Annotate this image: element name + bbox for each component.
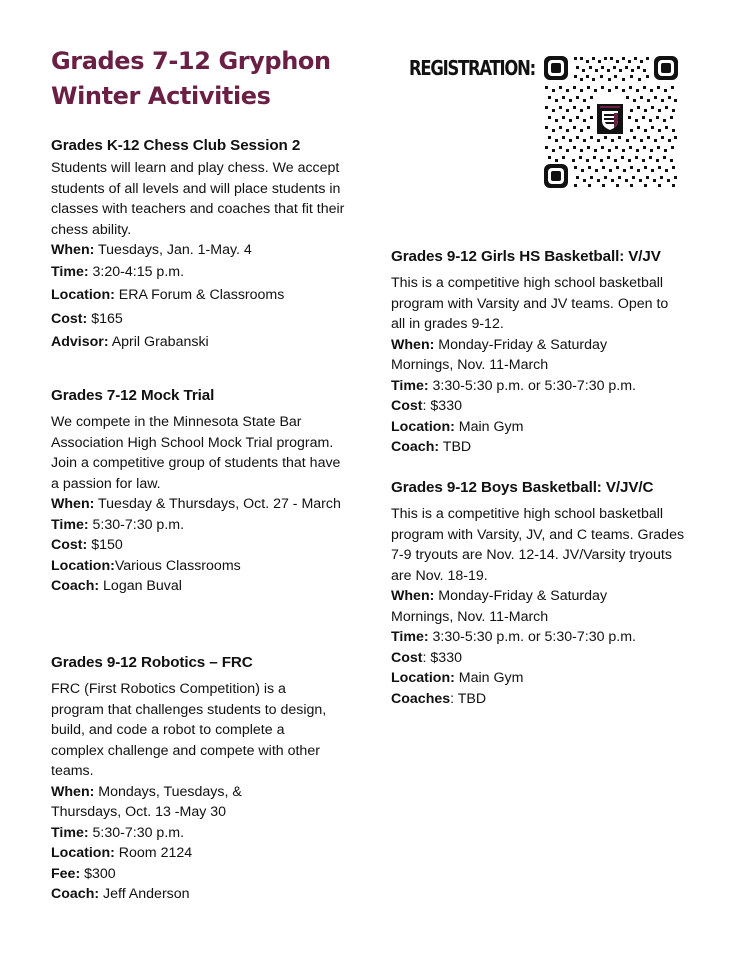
field-value: Main Gym [454,670,524,686]
field-time [51,515,351,536]
field-label: Location: [51,287,115,303]
field-value: 3:30-5:30 p.m. or 5:30-7:30 p.m. [428,377,637,394]
qr-finder-bottom-left [544,164,568,188]
field-location [51,556,351,577]
field-label: Location: [391,418,455,435]
field-value: April Grabanski [108,334,209,350]
field-label: Coaches [391,690,451,707]
field-when [391,335,641,376]
field-cost [391,396,701,417]
activity-heading: Grades 7-12 Mock Trial [51,387,215,404]
qr-finder-top-left [544,56,568,80]
field-label: Time: [391,377,429,394]
field-coach [51,576,351,597]
field-label: Time: [51,516,89,533]
field-fee [51,864,351,885]
field-when [51,782,291,823]
field-label: Time: [51,824,89,841]
field-label: When: [51,496,95,512]
field-coaches [391,689,701,710]
field-label: Cost: [51,310,88,327]
field-value: 5:30-7:30 p.m. [88,516,185,533]
activity-heading: Grades 9-12 Robotics – FRC [51,654,253,671]
field-label: Fee: [51,865,81,882]
field-label: Cost: [51,537,88,553]
field-cost [51,308,351,332]
title-line-1: Grades 7-12 Gryphon [51,47,331,75]
field-time [51,261,351,285]
field-coach [51,884,351,905]
field-label: Coach: [51,578,100,594]
field-location [391,668,701,689]
activity-robotics-frc [51,653,351,905]
activity-chess-club [51,136,351,355]
field-value: Jeff Anderson [99,886,190,902]
field-value: 5:30-7:30 p.m. [88,824,185,841]
qr-code-icon[interactable] [542,54,680,190]
activity-description: This is a competitive high school basketball program with Varsity and JV teams. Open to all in grades 9-12. [391,275,669,332]
field-label: Cost [391,649,423,666]
field-location [51,284,351,308]
title-line-2: Winter Activities [51,82,271,110]
activity-description: Students will learn and play chess. We accept students of all levels and will place students in classes with teachers and coaches that fit their chess ability. [51,160,345,238]
field-value: : $330 [422,649,462,666]
page-title [51,44,371,114]
field-value: Room 2124 [114,845,193,861]
activity-boys-basketball [391,478,701,709]
field-when [51,494,351,515]
field-label: When: [51,242,95,258]
activity-description: We compete in the Minnesota State Bar Association High School Mock Trial program. Join a competitive group of students that have a passion for law. [51,414,341,492]
field-value: 3:30-5:30 p.m. or 5:30-7:30 p.m. [428,629,637,645]
registration-label: REGISTRATION: [409,56,535,80]
field-value: : TBD [450,690,487,707]
field-value: Monday-Friday & Saturday Mornings, Nov. 11-March [391,588,608,625]
field-value: Various Classrooms [114,557,241,574]
field-value: Mondays, Tuesdays, & Thursdays, Oct. 13 -May 30 [51,783,242,820]
field-value: : $330 [422,398,462,414]
field-time [51,823,351,844]
field-when [391,586,641,627]
activity-description: This is a competitive high school basketball program with Varsity, JV, and C teams. Grades 7-9 tryouts are Nov. 12-14. JV/Varsity tryouts are Nov. 18-19. [391,506,685,584]
activity-heading: Grades 9-12 Girls HS Basketball: V/JV [391,248,661,265]
activity-description: FRC (First Robotics Competition) is a program that challenges students to design, build, and code a robot to complete a complex challenge and compete with other teams. [51,681,327,779]
field-label: Coach: [51,886,100,902]
field-location [391,417,701,438]
field-value: Tuesdays, Jan. 1-May. 4 [94,242,252,258]
field-time [391,376,701,397]
field-value: ERA Forum & Classrooms [114,287,285,303]
field-value: Tuesday & Thursdays, Oct. 27 - March [94,496,341,512]
field-label: Location: [51,557,115,574]
qr-finder-top-right [654,56,678,80]
activity-heading: Grades K-12 Chess Club Session 2 [51,137,301,154]
field-value: Logan Buval [99,578,182,594]
field-value: $300 [80,865,116,882]
field-time [391,627,701,648]
field-label: When: [391,588,435,604]
field-label: Cost [391,398,423,414]
gryphon-shield-logo [597,104,623,134]
field-label: Location: [391,670,455,686]
activity-girls-basketball [391,247,701,458]
field-cost [51,535,351,556]
field-coach [391,437,701,458]
field-when [51,240,351,261]
field-value: Main Gym [454,418,524,435]
field-label: Time: [51,263,89,280]
field-location [51,843,351,864]
field-value: 3:20-4:15 p.m. [88,263,185,280]
activity-heading: Grades 9-12 Boys Basketball: V/JV/C [391,479,654,496]
field-value: TBD [439,439,472,455]
field-label: When: [51,783,95,800]
field-value: $150 [87,537,123,553]
field-label: Advisor: [51,334,109,350]
field-label: Time: [391,629,429,645]
field-label: When: [391,336,435,353]
activity-mock-trial [51,386,351,597]
field-cost [391,648,701,669]
field-label: Coach: [391,439,440,455]
field-value: Monday-Friday & Saturday Mornings, Nov. 11-March [391,336,608,373]
field-value: $165 [87,310,123,327]
field-label: Location: [51,845,115,861]
field-advisor [51,331,351,355]
